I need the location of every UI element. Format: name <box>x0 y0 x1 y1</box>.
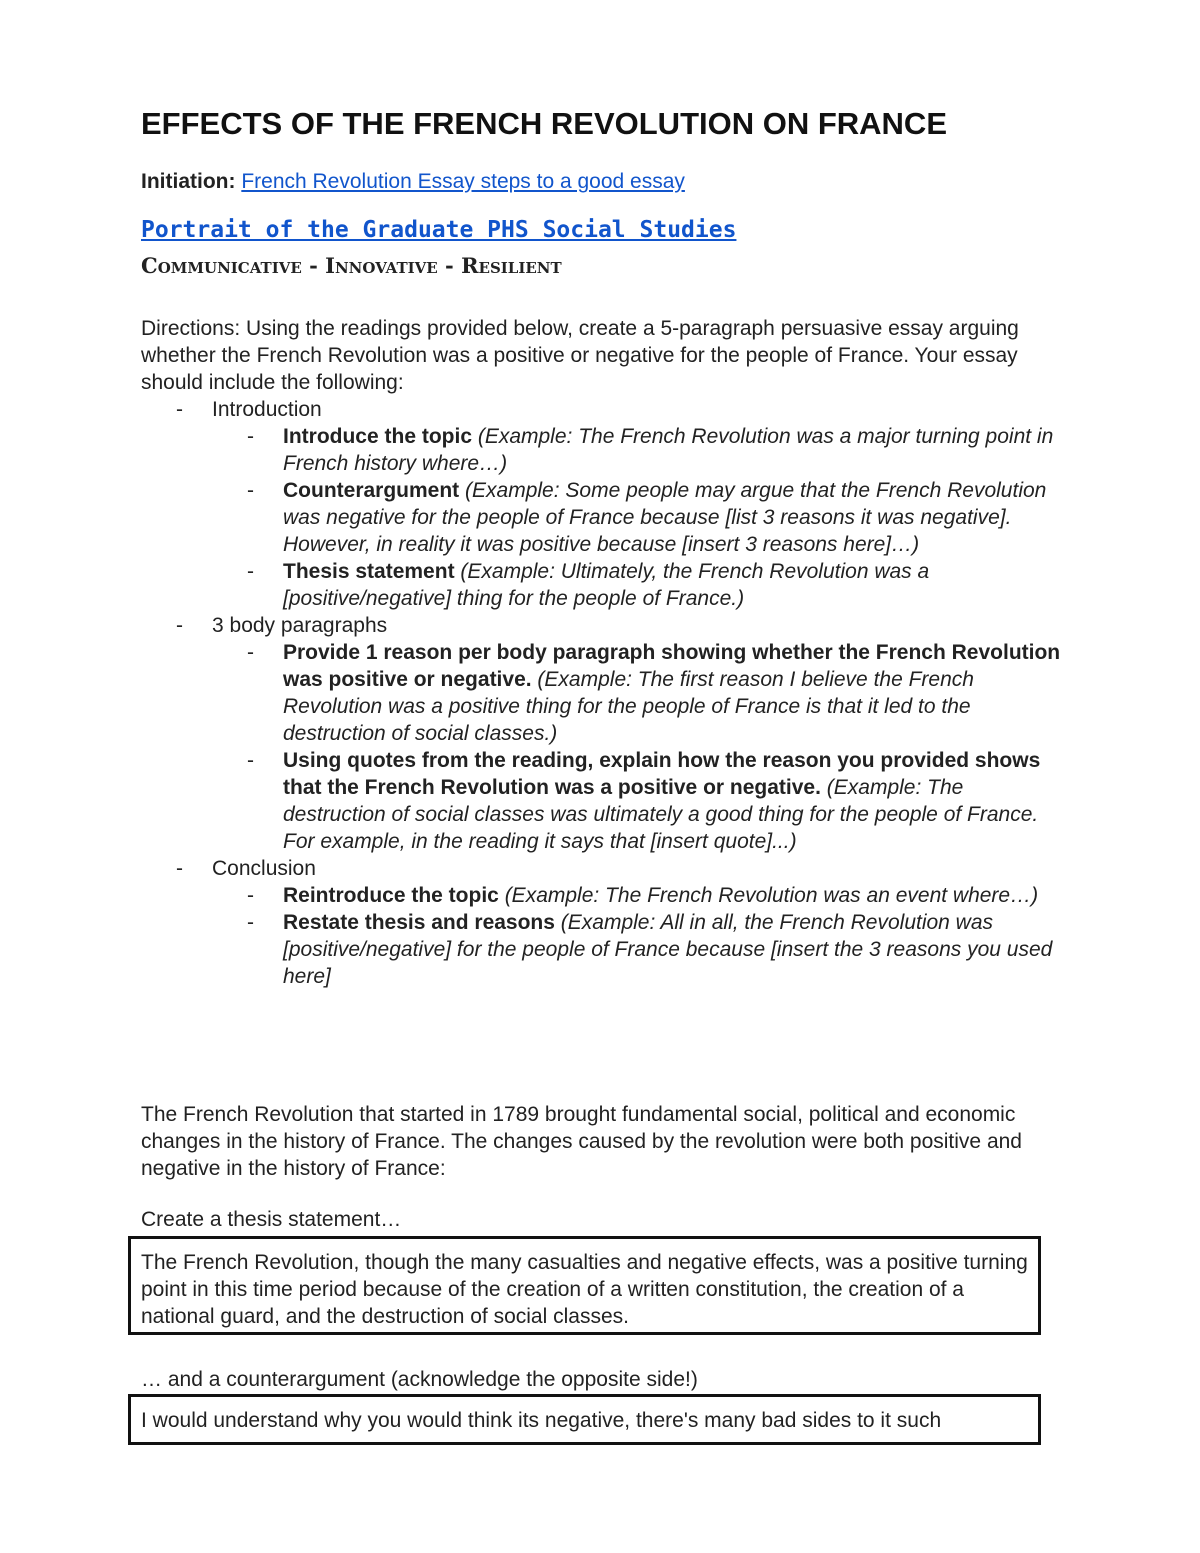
initiation-line <box>141 170 685 194</box>
directions-block <box>141 315 1061 990</box>
item-example: (Example: The French Revolution was a major turning point in French history where…) <box>283 425 1054 475</box>
item-bold: Reintroduce the topic <box>283 884 499 907</box>
list-dash: - <box>247 425 254 448</box>
list-item <box>141 423 1061 477</box>
portrait-heading <box>141 217 736 243</box>
thesis-answer-box[interactable] <box>128 1236 1041 1335</box>
list-dash: - <box>247 884 254 907</box>
item-example: (Example: The first reason I believe the French Revolution was a positive thing for the people of France is that it led to the destruction of social classes.) <box>283 668 974 745</box>
thesis-answer-text: The French Revolution, though the many casualties and negative effects, was a positive turning point in this time period because of the creation of a written constitution, the creation of a national guard, and the destruction of social classes. <box>141 1251 1028 1328</box>
page-title: EFFECTS OF THE FRENCH REVOLUTION ON FRANCE <box>141 106 947 141</box>
outline-list <box>141 396 1061 990</box>
item-bold: Introduce the topic <box>283 425 472 448</box>
list-dash: - <box>247 641 254 664</box>
list-item <box>141 882 1061 909</box>
item-bold: Restate thesis and reasons <box>283 911 555 934</box>
item-bold: Using quotes from the reading, explain how the reason you provided shows that the French Revolution was a positive or negative. <box>283 749 1041 799</box>
list-dash: - <box>247 560 254 583</box>
section-label: 3 body paragraphs <box>212 614 388 637</box>
directions-intro: Directions: Using the readings provided below, create a 5-paragraph persuasive essay arguing whether the French Revolution was a positive or negative for the people of France. Your essay should include the following: <box>141 317 1019 394</box>
thesis-prompt: Create a thesis statement… <box>141 1208 402 1231</box>
intro-paragraph: The French Revolution that started in 1789 brought fundamental social, political and economic changes in the history of France. The changes caused by the revolution were both positive and negative in the history of France: <box>141 1103 1022 1180</box>
section-label: Conclusion <box>212 857 316 880</box>
list-dash: - <box>176 614 183 637</box>
item-bold: Counterargument <box>283 479 460 502</box>
list-item <box>141 909 1061 990</box>
counter-answer-box[interactable] <box>128 1394 1041 1445</box>
list-item <box>141 747 1061 855</box>
list-item <box>141 558 1061 612</box>
list-dash: - <box>247 479 254 502</box>
initiation-label: Initiation: <box>141 170 236 193</box>
outline-section-body <box>141 612 1061 855</box>
list-dash: - <box>247 911 254 934</box>
counter-answer-text: I would understand why you would think its negative, there's many bad sides to it such <box>141 1409 942 1432</box>
list-item <box>141 477 1061 558</box>
list-dash: - <box>247 749 254 772</box>
list-dash: - <box>176 398 183 421</box>
item-example: (Example: All in all, the French Revolution was [positive/negative] for the people of France because [insert the 3 reasons you used here] <box>283 911 1053 988</box>
subtitle: Communicative - Innovative - Resilient <box>141 253 562 278</box>
section-label: Introduction <box>212 398 322 421</box>
portrait-link[interactable]: Portrait of the Graduate PHS Social Studies <box>141 217 737 243</box>
counter-prompt: … and a counterargument (acknowledge the opposite side!) <box>141 1368 698 1391</box>
item-example: (Example: The destruction of social classes was ultimately a good thing for the people of France. For example, in the reading it says that [insert quote]...) <box>283 776 1039 853</box>
item-example: (Example: The French Revolution was an event where…) <box>498 884 1039 907</box>
outline-section-conclusion <box>141 855 1061 990</box>
sub-list <box>212 639 1061 855</box>
list-item <box>141 639 1061 747</box>
outline-section-introduction <box>141 396 1061 612</box>
item-bold: Provide 1 reason per body paragraph showing whether the French Revolution was positive or negative. <box>283 641 1061 691</box>
sub-list <box>212 882 1061 990</box>
item-bold: Thesis statement <box>283 560 455 583</box>
item-example: (Example: Some people may argue that the French Revolution was negative for the people of France because [list 3 reasons it was negative]. However, in reality it was positive because [insert 3 reasons here]…) <box>283 479 1047 556</box>
item-example: (Example: Ultimately, the French Revolution was a [positive/negative] thing for the people of France.) <box>283 560 930 610</box>
sub-list <box>212 423 1061 612</box>
list-dash: - <box>176 857 183 880</box>
initiation-link[interactable]: French Revolution Essay steps to a good essay <box>241 170 685 193</box>
